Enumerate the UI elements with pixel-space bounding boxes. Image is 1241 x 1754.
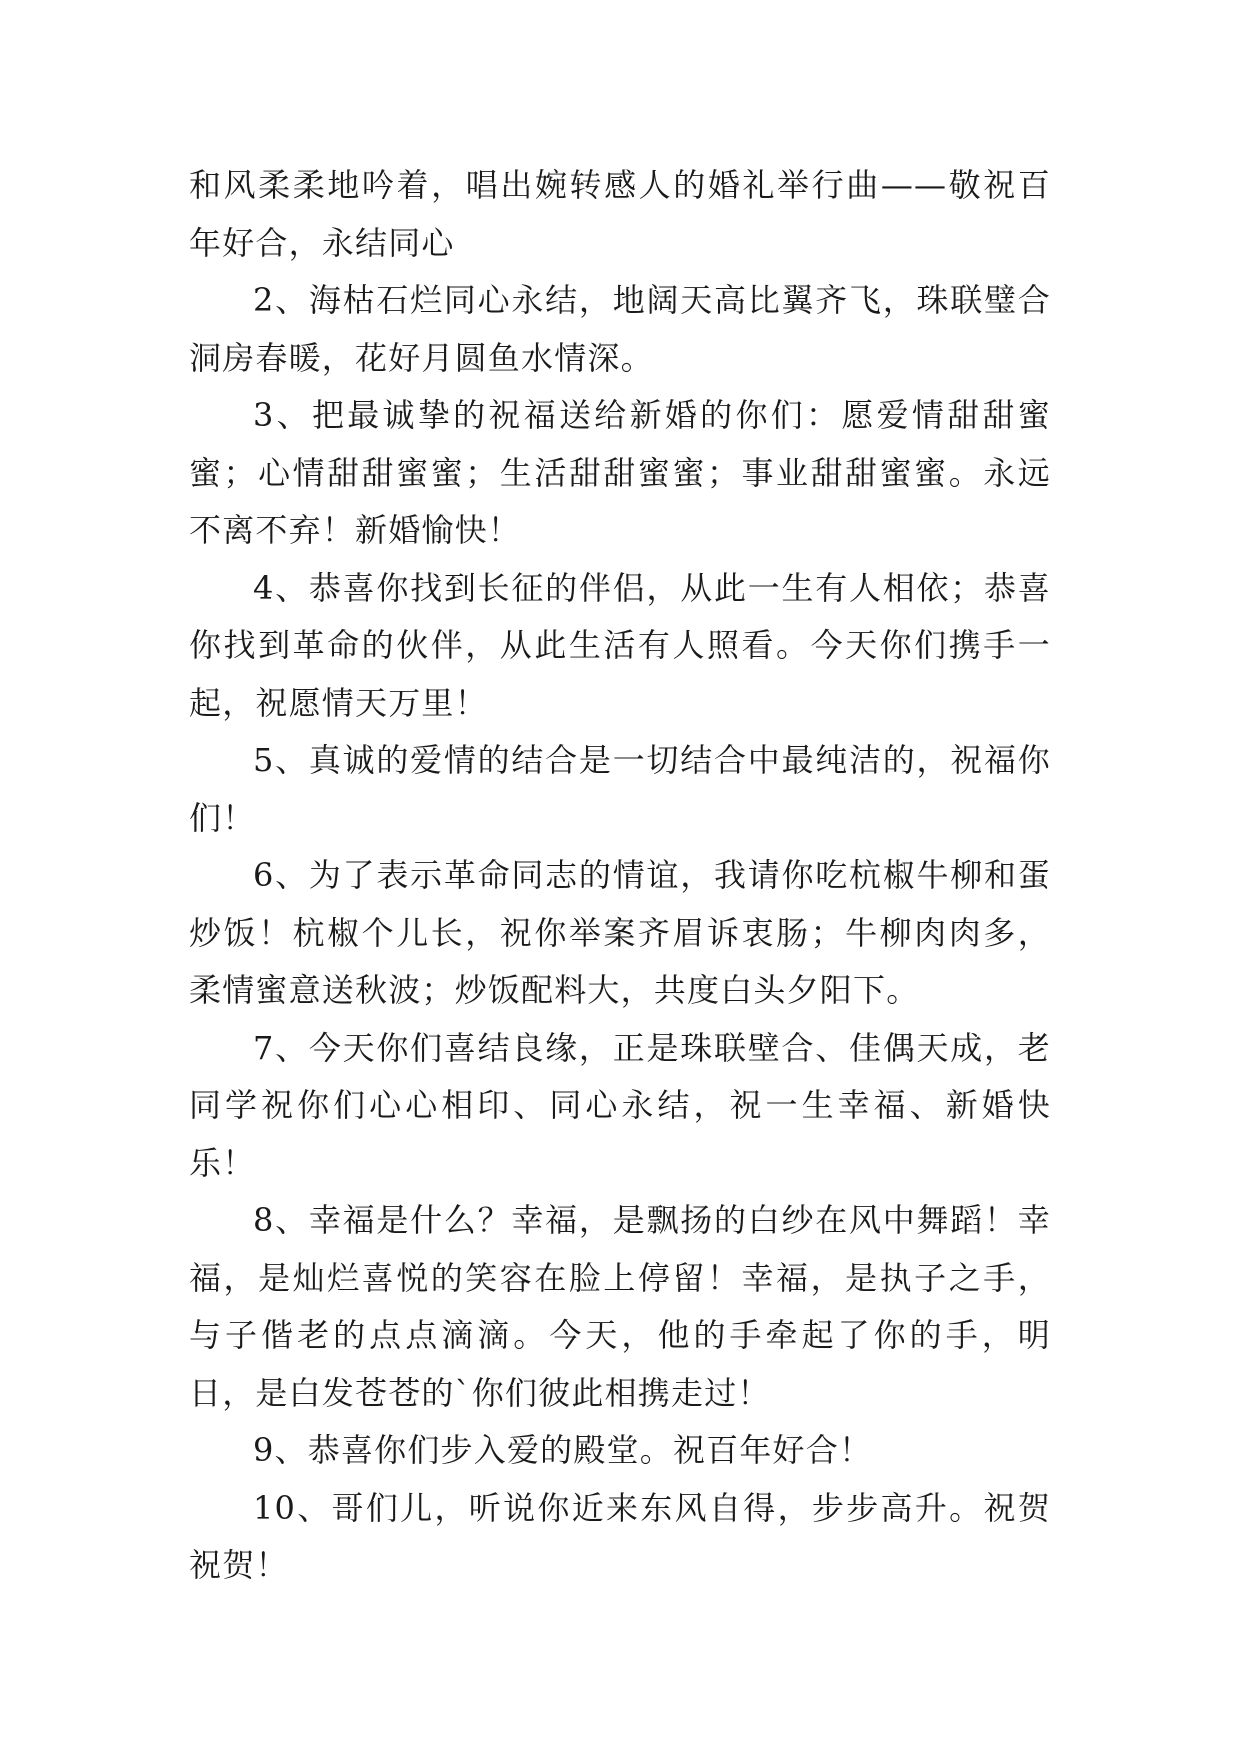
paragraph-2: 2、海枯石烂同心永结，地阔天高比翼齐飞，珠联璧合洞房春暖，花好月圆鱼水情深。 xyxy=(189,281,1051,377)
paragraph-3: 3、把最诚挚的祝福送给新婚的你们：愿爱情甜甜蜜蜜；心情甜甜蜜蜜；生活甜甜蜜蜜；事业甜甜蜜蜜。永远不离不弃！新婚愉快！ xyxy=(189,396,1051,549)
paragraph-5: 5、真诚的爱情的结合是一切结合中最纯洁的，祝福你们！ xyxy=(189,741,1051,837)
paragraph-1: 和风柔柔地吟着，唱出婉转感人的婚礼举行曲——敬祝百年好合，永结同心 xyxy=(189,166,1051,262)
document-page xyxy=(189,157,1051,1595)
paragraph-8: 8、幸福是什么？幸福，是飘扬的白纱在风中舞蹈！幸福，是灿烂喜悦的笑容在脸上停留！幸福，是执子之手，与子偕老的点点滴滴。今天，他的手牵起了你的手，明日，是白发苍苍的`你们彼此相携走过！ xyxy=(189,1201,1051,1412)
paragraph-7: 7、今天你们喜结良缘，正是珠联壁合、佳偶天成，老同学祝你们心心相印、同心永结，祝一生幸福、新婚快乐！ xyxy=(189,1028,1051,1182)
paragraph-4: 4、恭喜你找到长征的伴侣，从此一生有人相依；恭喜你找到革命的伙伴，从此生活有人照看。今天你们携手一起，祝愿情天万里！ xyxy=(189,568,1051,722)
paragraph-6: 6、为了表示革命同志的情谊，我请你吃杭椒牛柳和蛋炒饭！杭椒个儿长，祝你举案齐眉诉衷肠；牛柳肉肉多，柔情蜜意送秋波；炒饭配料大，共度白头夕阳下。 xyxy=(189,856,1051,1009)
paragraph-9: 9、恭喜你们步入爱的殿堂。祝百年好合！ xyxy=(253,1431,873,1469)
paragraph-10: 10、哥们儿，听说你近来东风自得，步步高升。祝贺祝贺！ xyxy=(189,1488,1051,1584)
